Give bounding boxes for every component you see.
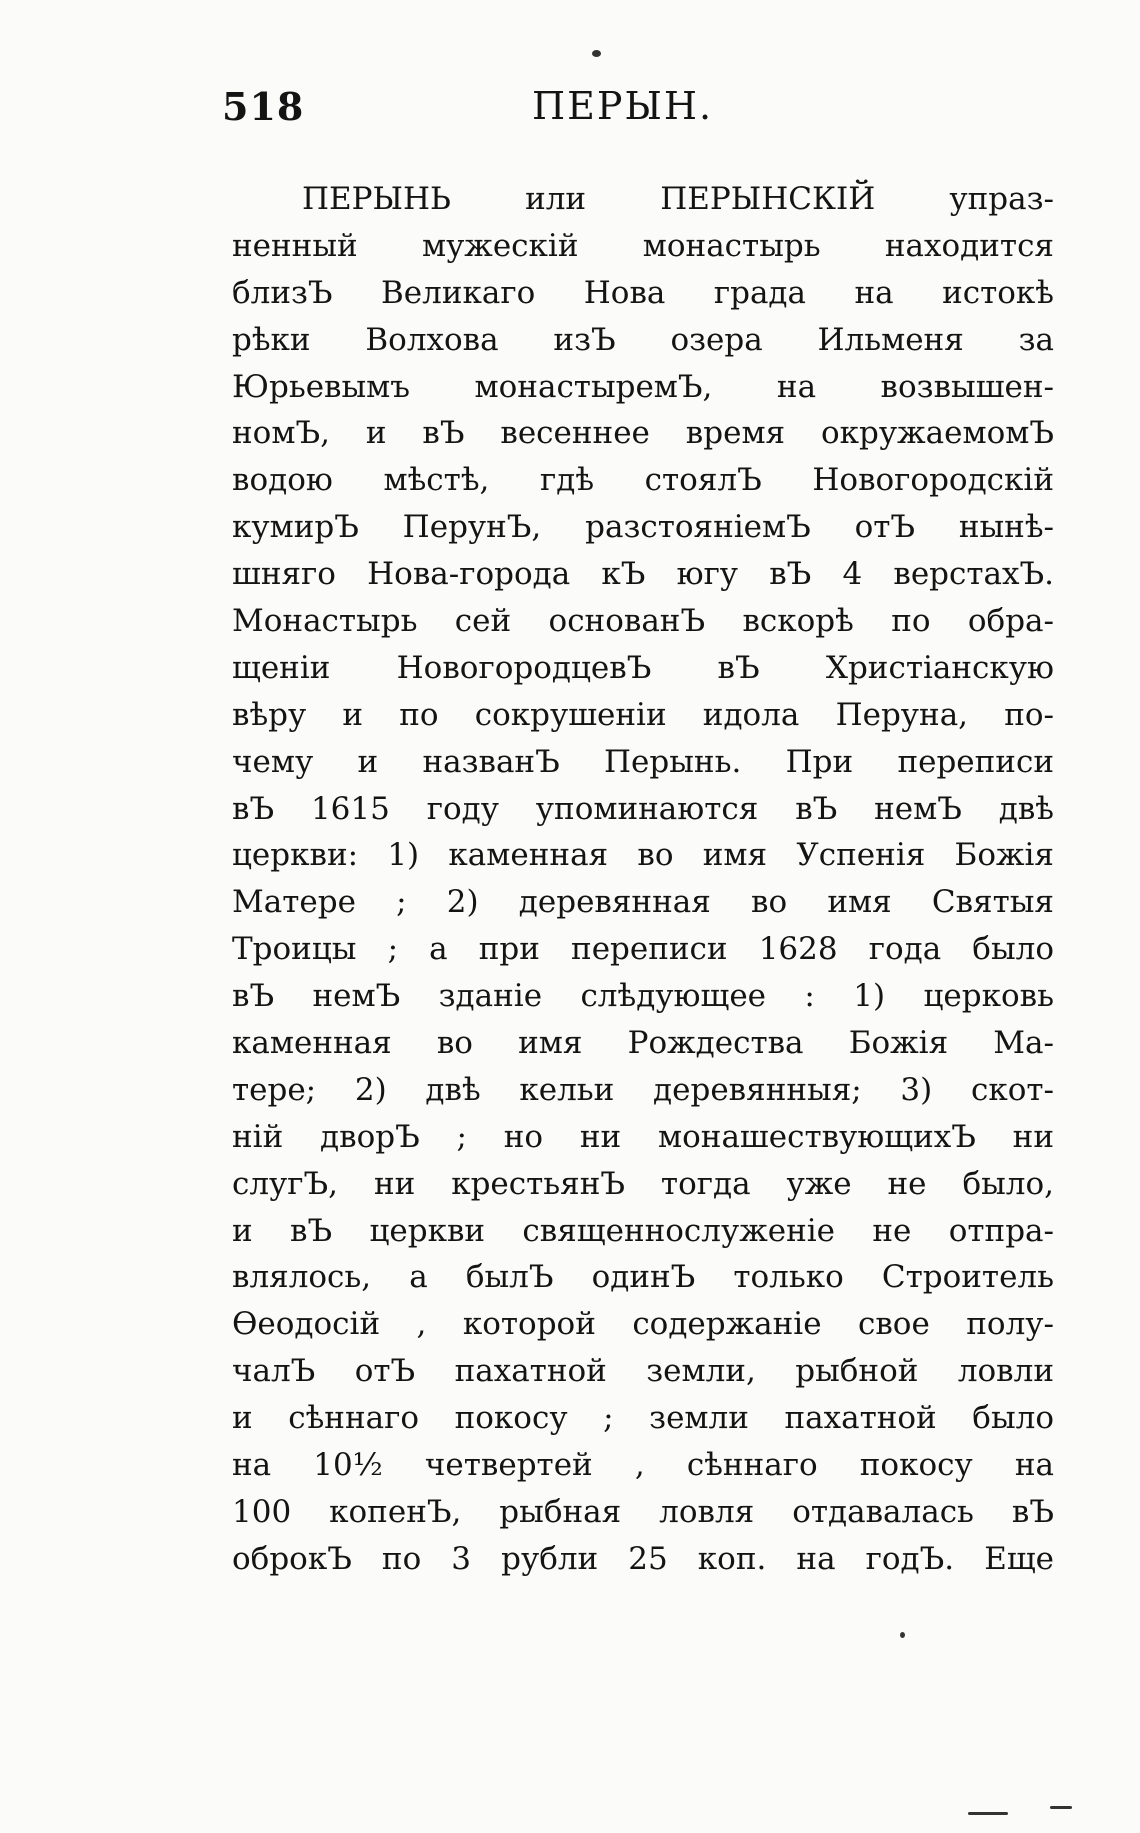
text-line: чему и названЪ Перынь. При переписи <box>232 743 1054 780</box>
text-line: чалЪ отЪ пахатной земли, рыбной ловли <box>232 1353 1054 1390</box>
text-line: Троицы ; а при переписи 1628 года было <box>232 931 1054 968</box>
text-line: рѣки Волхова изЪ озера Ильменя за <box>232 321 1054 358</box>
text-line: щеніи НовогородцевЪ вЪ Христіанскую <box>232 649 1054 686</box>
text-line: ненный мужескій монастырь находится <box>232 227 1054 264</box>
running-title: ПЕРЫН. <box>532 84 714 128</box>
text-line: церкви: 1) каменная во имя Успенія Божія <box>232 837 1054 874</box>
text-line: влялось, а былЪ одинЪ только Строитель <box>232 1259 1054 1296</box>
text-line: Монастырь сей основанЪ вскорѣ по обра- <box>232 603 1054 640</box>
text-line: и вЪ церкви священнослуженіе не отпра- <box>232 1212 1054 1249</box>
text-line: вЪ 1615 году упоминаются вЪ немЪ двѣ <box>232 790 1054 827</box>
text-line: оброкЪ по 3 рубли 25 коп. на годЪ. Еще <box>232 1540 1054 1577</box>
article-text <box>232 176 1054 1583</box>
print-speck <box>968 1812 1008 1815</box>
text-line: водою мѣстѣ, гдѣ стоялЪ Новогородскій <box>232 462 1054 499</box>
text-line: шняго Нова-города кЪ югу вЪ 4 верстахЪ. <box>232 556 1054 593</box>
text-line: каменная во имя Рождества Божія Ма- <box>232 1025 1054 1062</box>
page-header <box>222 84 1022 144</box>
print-speck <box>592 50 601 57</box>
text-line: слугЪ, ни крестьянЪ тогда уже не было, <box>232 1165 1054 1202</box>
text-line: ПЕРЫНЬ или ПЕРЫНСКІЙ упраз- <box>302 181 1054 217</box>
text-line: Ѳеодосій , которой содержаніе свое полу- <box>232 1306 1054 1343</box>
text-line: номЪ, и вЪ весеннее время окружаемомЪ <box>232 415 1054 452</box>
text-line: тере; 2) двѣ кельи деревянныя; 3) скот- <box>232 1071 1054 1108</box>
page-number: 518 <box>222 84 305 129</box>
text-line: вѣру и по сокрушеніи идола Перуна, по- <box>232 696 1054 733</box>
text-line: ній дворЪ ; но ни монашествующихЪ ни <box>232 1118 1054 1155</box>
print-speck <box>1050 1806 1072 1809</box>
text-line: Юрьевымъ монастыремЪ, на возвышен- <box>232 368 1054 405</box>
text-line: 100 копенЪ, рыбная ловля отдавалась вЪ <box>232 1493 1054 1530</box>
text-line: близЪ Великаго Нова града на истокѣ <box>232 274 1054 311</box>
text-line: на 10½ четвертей , сѣннаго покосу на <box>232 1447 1054 1484</box>
text-line: вЪ немЪ зданіе слѣдующее : 1) церковь <box>232 978 1054 1015</box>
text-line: и сѣннаго покосу ; земли пахатной было <box>232 1400 1054 1437</box>
text-line: Матере ; 2) деревянная во имя Святыя <box>232 884 1054 921</box>
print-speck <box>900 1632 905 1638</box>
text-line: кумирЪ ПерунЪ, разстояніемЪ отЪ нынѣ- <box>232 509 1054 546</box>
